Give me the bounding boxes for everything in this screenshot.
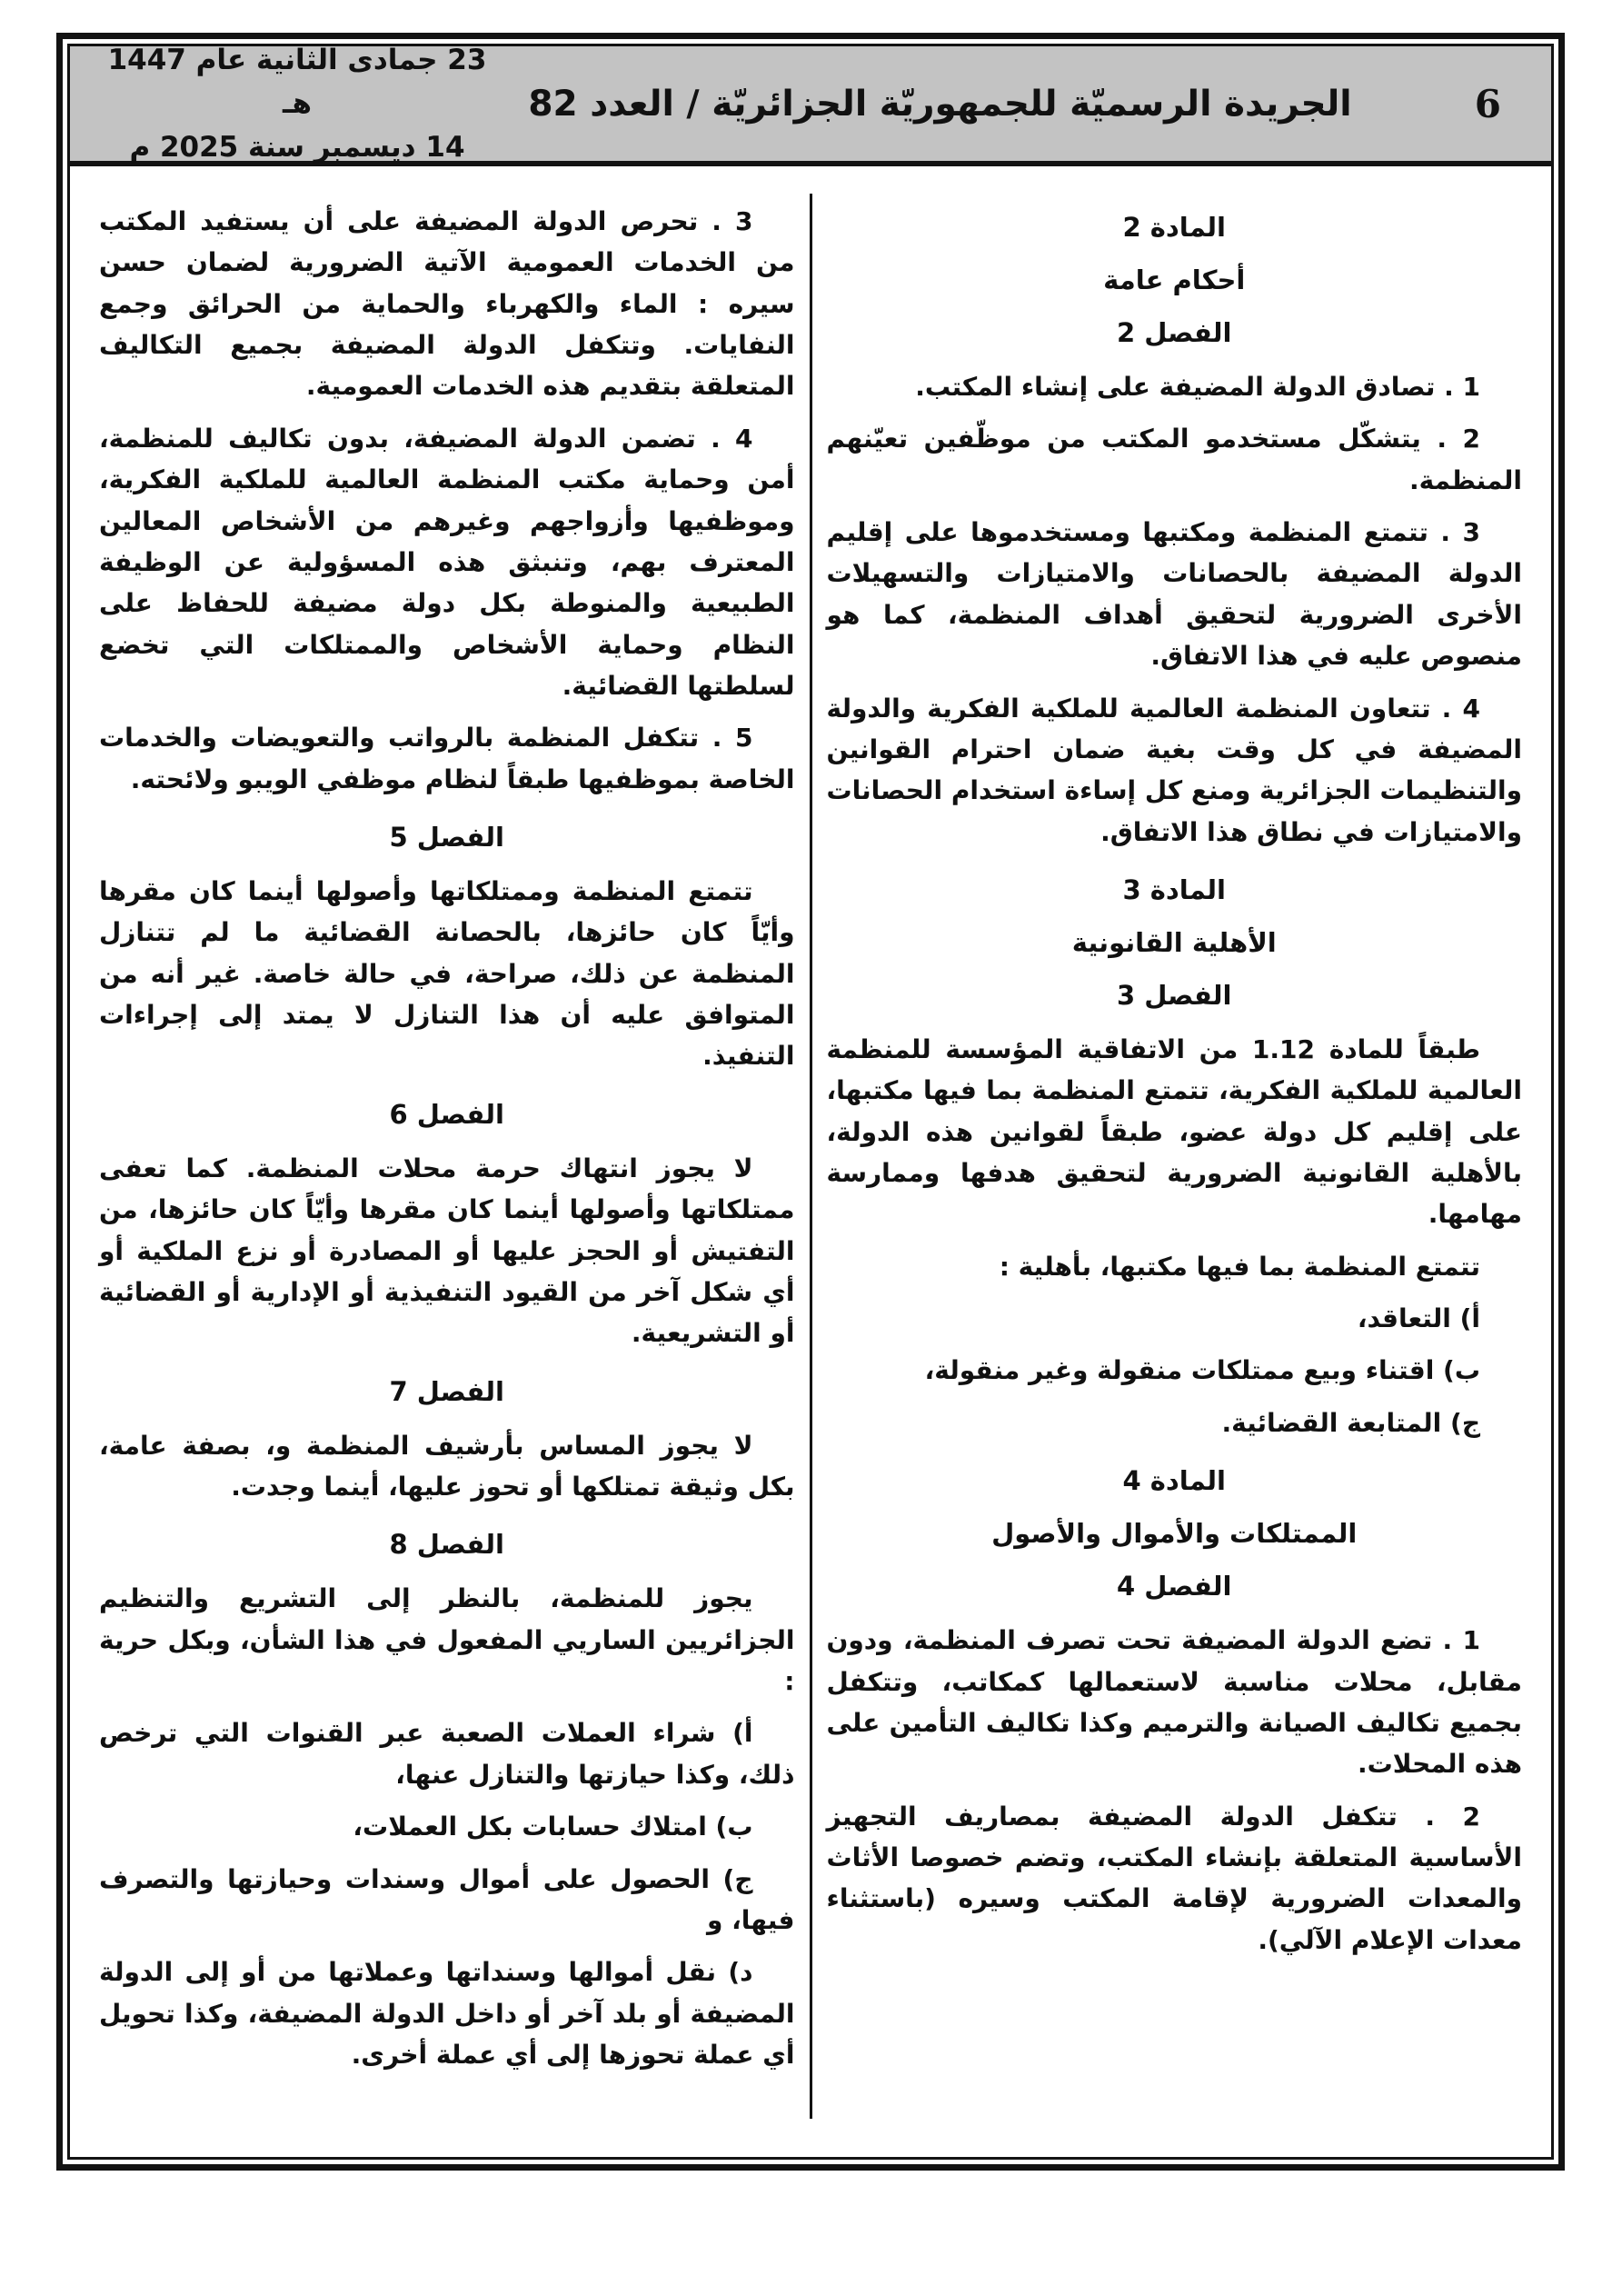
- paragraph: 4 . تضمن الدولة المضيفة، بدون تكاليف للمنظمة، أمن وحماية مكتب المنظمة العالمية للملكية الفكرية، وموظفيها وأزواجهم وغيرهم من الأشخاص المعالين المعترف بهم، وتنبثق هذه المسؤولية عن الوظيفة الطبيعية والمنوطة بكل دولة مضيفة للحفاظ على النظام وحماية الأشخاص والممتلكات التي تخضع لسلطتها القضائية.: [99, 423, 795, 701]
- paragraph: 1 . تضع الدولة المضيفة تحت تصرف المنظمة، ودون مقابل، محلات مناسبة لاستعمالها كمكاتب، وتتكفل بجميع تكاليف الصيانة والترميم وكذا تكاليف التأمين على هذه المحلات.: [826, 1625, 1522, 1780]
- paragraph: تتمتع المنظمة وممتلكاتها وأصولها أينما كان مقرها وأيّاً كان حائزها، بالحصانة القضائية ما لم تتنازل المنظمة عن ذلك، صراحة، في حالة خاصة. غير أنه من المتوافق عليه أن هذا التنازل لا يمتد إلى إجراءات التنفيذ.: [99, 876, 795, 1072]
- paragraph: طبقاً للمادة 1.12 من الاتفاقية المؤسسة للمنظمة العالمية للملكية الفكرية، تتمتع المنظمة بما فيها مكتبها، على إقليم كل دولة عضو، طبقاً لقوانين هذه الدولة، بالأهلية القانونية الضرورية لتحقيق هدفها وممارسة مهامها.: [826, 1033, 1522, 1230]
- page-frame: [56, 33, 1565, 2171]
- paragraph: 4 . تتعاون المنظمة العالمية للملكية الفكرية والدولة المضيفة في كل وقت بغية ضمان احترام القوانين والتنظيمات الجزائرية ومنع كل إساءة استخدام الحصانات والامتيازات في نطاق هذا الاتفاق.: [826, 693, 1522, 847]
- list-item: ج) المتابعة القضائية.: [1221, 1407, 1480, 1438]
- article-heading: المادة 3: [1122, 873, 1226, 905]
- chapter-heading: الفصل 3: [1117, 979, 1232, 1011]
- list-item: ب) اقتناء وبيع ممتلكات منقولة وغير منقولة،: [924, 1355, 1480, 1386]
- article-heading: المادة 4: [1122, 1465, 1226, 1497]
- paragraph: يجوز للمنظمة، بالنظر إلى التشريع والتنظيم الجزائريين الساريي المفعول في هذا الشأن، وبكل حرية :: [99, 1583, 795, 1697]
- list-item: ب) امتلاك حسابات بكل العملات،: [353, 1812, 753, 1842]
- paragraph: 3 . تحرص الدولة المضيفة على أن يستفيد المكتب من الخدمات العمومية الآتية الضرورية لضمان حسن سيره : الماء والكهرباء والحماية من الحرائق وجمع النفايات. وتتكفل الدولة المضيفة بجميع التكاليف المتعلقة بتقديم هذه الخدمات العمومية.: [99, 206, 795, 402]
- list-item: ج) الحصول على أموال وسندات وحيازتها والتصرف فيها، و: [99, 1863, 795, 1935]
- paragraph: 5 . تتكفل المنظمة بالرواتب والتعويضات والخدمات الخاصة بموظفيها طبقاً لنظام موظفي الويبو ولائحته.: [99, 723, 795, 794]
- chapter-heading: الفصل 4: [1117, 1571, 1232, 1602]
- paragraph: 1 . تصادق الدولة المضيفة على إنشاء المكتب.: [915, 372, 1480, 402]
- page-number: 6: [1474, 81, 1501, 126]
- paragraph: لا يجوز المساس بأرشيف المنظمة و، بصفة عامة، بكل وثيقة تمتلكها أو تحوز عليها، أينما وجدت.: [99, 1430, 795, 1502]
- header-bar: [70, 46, 1551, 166]
- paragraph: لا يجوز انتهاك حرمة محلات المنظمة. كما تعفى ممتلكاتها وأصولها أينما كان مقرها وأيّاً كان حائزها، من التفتيش أو الحجز عليها أو المصادرة أو نزع الملكية أو أي شكل آخر من القيود التنفيذية أو الإدارية أو القضائية أو التشريعية.: [99, 1153, 795, 1349]
- column-divider: [810, 194, 812, 2119]
- chapter-heading: الفصل 8: [389, 1529, 504, 1561]
- date-block: [106, 44, 488, 169]
- content-area: [70, 166, 1551, 2157]
- chapter-heading: الفصل 7: [389, 1375, 504, 1407]
- paragraph: 2 . يتشكّل مستخدمو المكتب من موظّفين تعيّنهم المنظمة.: [826, 424, 1522, 495]
- article-heading: المادة 2: [1122, 212, 1226, 243]
- section-heading: أحكام عامة: [1103, 265, 1246, 295]
- paragraph: 2 . تتكفل الدولة المضيفة بمصاريف التجهيز الأساسية المتعلقة بإنشاء المكتب، وتضم خصوصا الأثاث والمعدات الضرورية لإقامة المكتب وسيره (باستثناء معدات الإعلام الآلي).: [826, 1801, 1522, 1955]
- inner-frame: [67, 44, 1554, 2160]
- paragraph: 3 . تتمتع المنظمة ومكتبها ومستخدموها على إقليم الدولة المضيفة بالحصانات والامتيازات والتسهيلات الأخرى الضرورية لتحقيق أهداف المنظمة، كما هو منصوص عليه في هذا الاتفاق.: [826, 517, 1522, 672]
- column-left: [85, 190, 810, 2157]
- journal-title: الجريدة الرسميّة للجمهوريّة الجزائريّة / العدد 82: [528, 83, 1352, 125]
- list-item: أ) شراء العملات الصعبة عبر القنوات التي ترخص ذلك، وكذا حيازتها والتنازل عنها،: [99, 1718, 795, 1790]
- chapter-heading: الفصل 5: [389, 822, 504, 854]
- section-heading: الممتلكات والأموال والأصول: [991, 1518, 1358, 1550]
- list-item: د) نقل أموالها وسنداتها وعملاتها من أو إلى الدولة المضيفة أو بلد آخر أو داخل الدولة المضيفة، وكذا تحويل أي عملة تحوزها إلى أي عملة أخرى.: [99, 1957, 795, 2070]
- date-hijri: 23 جمادى الثانية عام 1447 هـ: [107, 44, 487, 120]
- paragraph: تتمتع المنظمة بما فيها مكتبها، بأهلية :: [999, 1251, 1480, 1282]
- column-right: [812, 190, 1537, 2157]
- section-heading: الأهلية القانونية: [1071, 926, 1277, 958]
- chapter-heading: الفصل 6: [389, 1098, 504, 1130]
- chapter-heading: الفصل 2: [1117, 317, 1232, 348]
- date-gregorian: 14 ديسمبر سنة 2025 م: [129, 131, 465, 165]
- list-item: أ) التعاقد،: [1357, 1303, 1480, 1334]
